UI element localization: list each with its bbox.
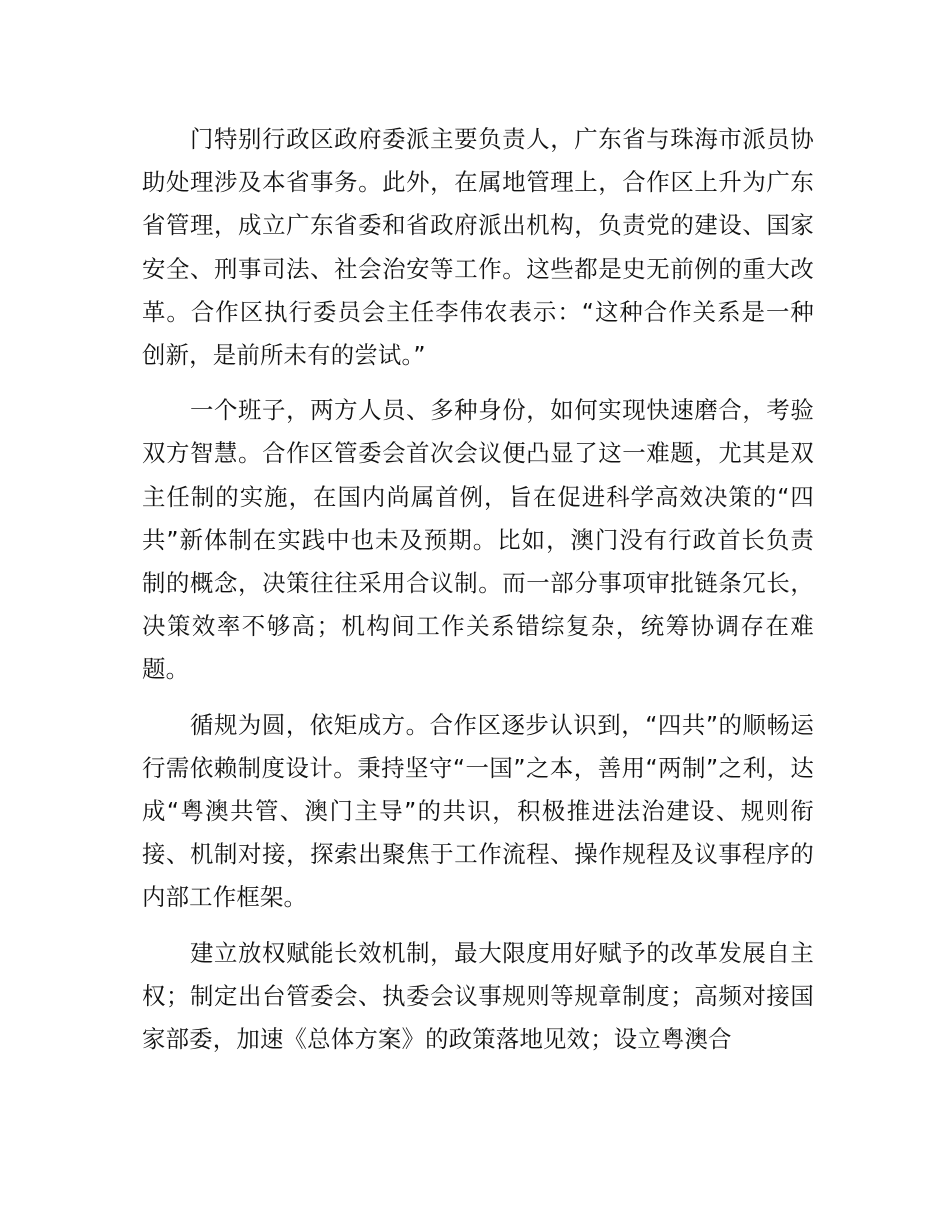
document-page <box>142 118 814 1073</box>
paragraph-2: 一个班子，两方人员、多种身份，如何实现快速磨合，考验双方智慧。合作区管委会首次会议便凸显了这一难题，尤其是双主任制的实施，在国内尚属首例，旨在促进科学高效决策的“四共”新体制在实践中也未及预期。比如，澳门没有行政首长负责制的概念，决策往往采用合议制。而一部分事项审批链条冗长，决策效率不够高；机构间工作关系错综复杂，统筹协调存在难题。 <box>142 396 814 684</box>
paragraph-4: 建立放权赋能长效机制，最大限度用好赋予的改革发展自主权；制定出台管委会、执委会议事规则等规章制度；高频对接国家部委，加速《总体方案》的政策落地见效；设立粤澳合 <box>142 938 814 1054</box>
paragraph-3: 循规为圆，依矩成方。合作区逐步认识到，“四共”的顺畅运行需依赖制度设计。秉持坚守“一国”之本，善用“两制”之利，达成“粤澳共管、澳门主导”的共识，积极推进法治建设、规则衔接、机制对接，探索出聚焦于工作流程、操作规程及议事程序的内部工作框架。 <box>142 710 814 912</box>
paragraph-1: 门特别行政区政府委派主要负责人，广东省与珠海市派员协助处理涉及本省事务。此外，在属地管理上，合作区上升为广东省管理，成立广东省委和省政府派出机构，负责党的建设、国家安全、刑事司法、社会治安等工作。这些都是史无前例的重大改革。合作区执行委员会主任李伟农表示：“这种合作关系是一种创新，是前所未有的尝试。” <box>142 125 814 370</box>
